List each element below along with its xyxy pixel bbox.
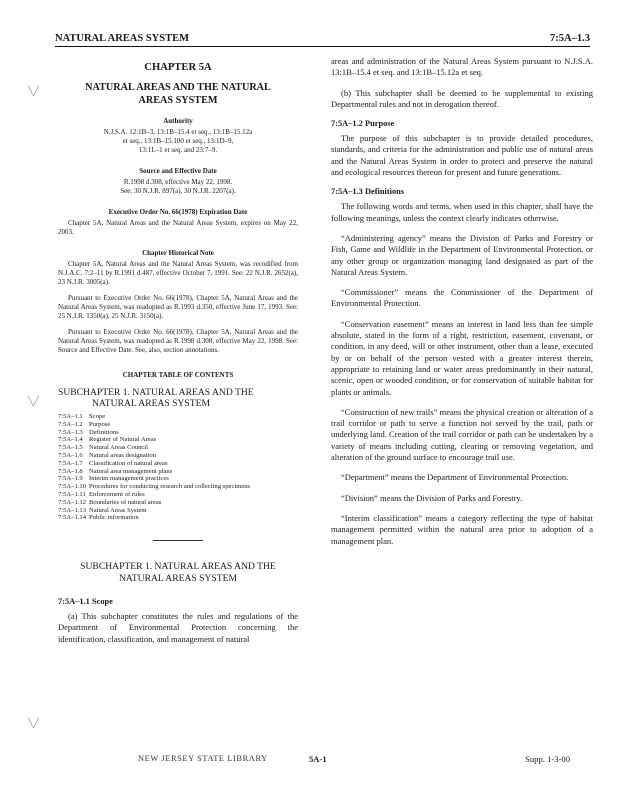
toc-entry: [58, 514, 298, 522]
definition: “Interim classification” means a category reflecting the type of habitat management permitted within the natural area prior to adoption of a management plan.: [331, 512, 593, 546]
toc-entry: [58, 436, 298, 444]
toc-entry-title: Definitions: [89, 428, 119, 436]
toc-entry-number: 7:5A–1.7: [58, 459, 83, 467]
definition: “Department” means the Department of Environmental Protection.: [341, 472, 569, 483]
toc-entry-number: 7:5A–1.1: [58, 413, 83, 420]
purpose-paragraph: The purpose of this subchapter is to provide detailed procedures, standards, and criteria for the administration and public use of natural areas and the Natural Areas System in order to protect and preserve the natural and ecological resources thereon for present and future generations.: [331, 133, 593, 178]
definitions-intro: The following words and terms, when used in this chapter, shall have the following meanings, unless the context clearly indicates otherwise.: [331, 201, 593, 223]
header-title: NATURAL AREAS SYSTEM: [55, 33, 190, 44]
page-number: 5A-1: [309, 754, 327, 764]
toc-entry-title: Natural areas designation: [89, 451, 157, 459]
toc-entry-number: 7:5A–1.14: [58, 514, 87, 522]
authority-line: N.J.S.A. 12:1B–3, 13:1B–15.4 et seq., 13:1B–15.12a: [103, 128, 253, 136]
executive-order-text: Chapter 5A, Natural Areas and the Natural Areas System, expires on May 22, 2003.: [58, 219, 298, 236]
toc-entry-title: Public information: [89, 514, 139, 522]
toc-entry: [58, 507, 298, 515]
toc-entry-number: 7:5A–1.12: [58, 498, 87, 506]
toc-entry-number: 7:5A–1.11: [58, 490, 86, 498]
toc-entry: [58, 444, 298, 452]
historical-note-paragraph: Pursuant to Executive Order No. 66(1978), Chapter 5A, Natural Areas and the Natural Areas System, was readopted as R.1993 d.350, effective June 17, 1993. See: 25 N.J.R. 1350(a), 25 N.J.R. 3150(a).: [58, 294, 298, 320]
toc-entry-title: Scope: [89, 413, 106, 420]
toc-entry: [58, 499, 298, 507]
scope-paragraph-continued: areas and administration of the Natural Areas System pursuant to N.J.S.A. 13:1B–15.4 et seq. and 13:1B–15.12a et seq.: [331, 56, 593, 78]
chapter-number: CHAPTER 5A: [144, 62, 212, 73]
toc-entry-number: 7:5A–1.5: [58, 444, 83, 452]
executive-order-heading: Executive Order No. 66(1978) Expiration Date: [108, 208, 248, 216]
toc-heading: CHAPTER TABLE OF CONTENTS: [122, 371, 234, 379]
page-footer: [0, 754, 618, 768]
definition: “Conservation easement” means an interest in land less than fee simple absolute, stated in the form of a right, restriction, easement, covenant, or condition, in any deed, will or other instrument, other than a lease, executed by or on behalf of the person vested with a greater interest therein, appropriate to retaining land or water areas predominantly in their natural, scenic, open or wooded condition, or for conservation of suitable habitat for plants or animals.: [331, 318, 593, 397]
toc-entry-title: Natural area management plans: [89, 467, 173, 475]
toc-entry-title: Purpose: [89, 420, 111, 428]
historical-note-paragraph: Pursuant to Executive Order No. 66(1978), Chapter 5A, Natural Areas and the Natural Areas System, was readopted as R.1998 d.308, effective May 22, 1998. See: Source and Effective Date. See, also, section annotations.: [58, 328, 298, 354]
definition: “Construction of new trails” means the physical creation or alteration of a trail corridor or path to serve a function not served by the trail, path or underlying land. Creation of the trail corridor or path can be undertaken by a variety of means including cutting, clearing or removing vegetation, and alteration of the ground surface to encourage trail use.: [331, 406, 593, 463]
authority-text: [58, 128, 298, 155]
toc-entry-title: Procedures for conducting research and collecting specimens: [89, 483, 251, 491]
historical-note-paragraph: Chapter 5A, Natural Areas and the Natural Areas System, was recodified from N.J.A.C. 7:2–11 by R.1991 d.487, effective October 7, 1991. See: 22 N.J.R. 2652(a), 23 N.J.R. 3005(a).: [58, 260, 298, 286]
toc-entry: [58, 460, 298, 468]
supplement-date: Supp. 1-3-00: [525, 754, 570, 764]
toc-entry: [58, 413, 298, 421]
toc-entry-number: 7:5A–1.3: [58, 428, 83, 436]
toc-entry-title: Natural Areas System: [89, 506, 147, 514]
toc-entry-number: 7:5A–1.9: [58, 475, 83, 483]
definition: “Division” means the Division of Parks and Forestry.: [341, 492, 523, 503]
chapter-title-line: AREAS SYSTEM: [138, 95, 218, 106]
toc-entry-title: Boundaries of natural areas: [89, 498, 162, 506]
chapter-title: [58, 81, 298, 107]
authority-line: 13:1L–1 et seq. and 23:7–9.: [138, 146, 218, 154]
toc-entry-title: Enforcement of rules: [89, 490, 145, 498]
toc-subchapter-heading: [58, 387, 298, 409]
subchapter-heading: [58, 561, 298, 585]
toc-entry: [58, 429, 298, 437]
header-section-number: 7:5A–1.3: [550, 33, 590, 44]
toc-entry: [58, 468, 298, 476]
section-heading-purpose: 7:5A–1.2 Purpose: [331, 119, 395, 129]
toc-entry-number: 7:5A–1.2: [58, 420, 83, 428]
definition: “Commissioner” means the Commissioner of the Department of Environmental Protection.: [331, 287, 593, 309]
margin-mark: ╲╱: [28, 86, 39, 96]
margin-mark: ╲╱: [28, 396, 39, 406]
chapter-title-line: NATURAL AREAS AND THE NATURAL: [85, 82, 271, 93]
section-heading-definitions: 7:5A–1.3 Definitions: [331, 187, 405, 197]
section-divider: [153, 540, 203, 541]
toc-entry-number: 7:5A–1.8: [58, 467, 83, 475]
toc-entry-title: Interim management practices: [89, 475, 169, 483]
toc-entry-title: Natural Areas Council: [89, 444, 148, 452]
scope-paragraph-b: (b) This subchapter shall be deemed to be supplemental to existing Departmental rules and not in derogation thereof.: [331, 87, 593, 109]
source-text: [58, 178, 298, 196]
historical-note-heading: Chapter Historical Note: [142, 249, 214, 257]
source-heading: Source and Effective Date: [139, 167, 217, 175]
toc-entry-number: 7:5A–1.10: [58, 483, 87, 491]
toc-subchapter-line: NATURAL AREAS SYSTEM: [92, 398, 210, 409]
library-stamp: NEW JERSEY STATE LIBRARY: [138, 754, 268, 763]
source-line: See: 30 N.J.R. 897(a), 30 N.J.R. 2207(a).: [120, 187, 236, 195]
toc-entry: [58, 421, 298, 429]
subchapter-heading-line: NATURAL AREAS SYSTEM: [119, 573, 237, 585]
margin-mark: ╲╱: [28, 718, 39, 728]
toc-entry-number: 7:5A–1.13: [58, 506, 87, 514]
toc-entry-number: 7:5A–1.6: [58, 451, 83, 459]
toc-entry: [58, 483, 298, 491]
toc-entry: [58, 475, 298, 483]
definition: “Administering agency” means the Division of Parks and Forestry or Fish, Game and Wildlife in the Department of Environmental Protection, or any other group or organization managing land designated as part of the Natural Areas System.: [331, 232, 593, 277]
table-of-contents: [58, 413, 298, 522]
toc-entry-number: 7:5A–1.4: [58, 436, 83, 444]
right-column: [331, 56, 593, 556]
running-header: [55, 30, 590, 47]
subchapter-heading-line: SUBCHAPTER 1. NATURAL AREAS AND THE: [80, 561, 276, 573]
toc-entry-title: Classification of natural areas: [89, 459, 168, 467]
authority-line: et seq., 13:1B–15.100 et seq., 13:1D–9,: [122, 137, 234, 145]
toc-entry-title: Register of Natural Areas: [89, 436, 157, 444]
left-column: [58, 56, 298, 654]
source-line: R.1998 d.308, effective May 22, 1998.: [123, 178, 233, 186]
authority-heading: Authority: [163, 117, 193, 125]
scope-paragraph: (a) This subchapter constitutes the rules and regulations of the Department of Environmental Protection concerning the identification, classification, and management of natural: [58, 611, 298, 644]
toc-entry: [58, 452, 298, 460]
section-heading-scope: 7:5A–1.1 Scope: [58, 597, 113, 607]
toc-entry: [58, 491, 298, 499]
toc-subchapter-line: SUBCHAPTER 1. NATURAL AREAS AND THE: [58, 387, 254, 398]
